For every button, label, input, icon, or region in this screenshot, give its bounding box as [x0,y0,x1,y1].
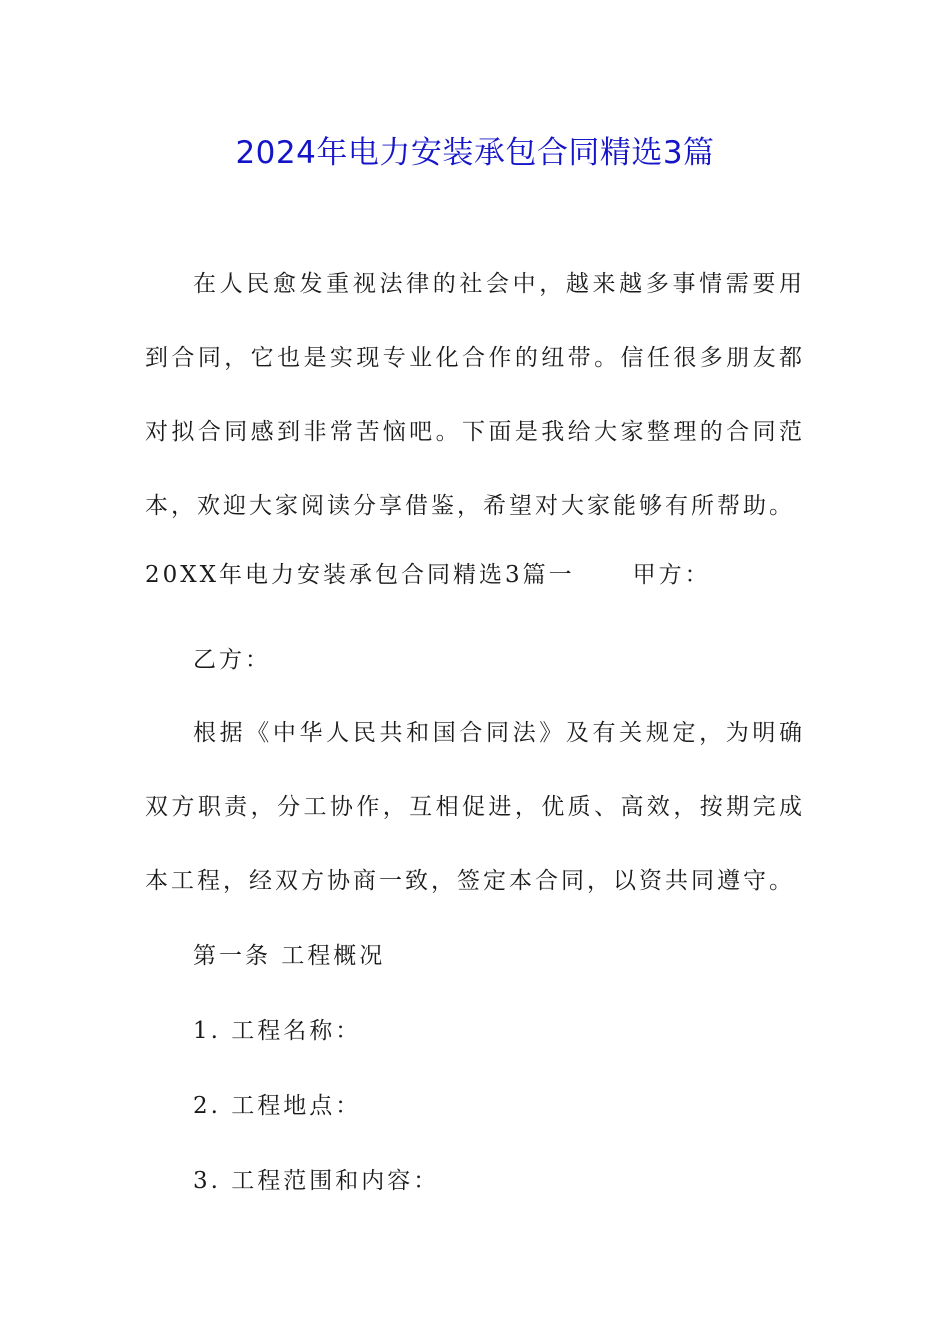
article-1-heading: 第一条 工程概况 [193,943,386,969]
intro-paragraph: 在人民愈发重视法律的社会中，越来越多事情需要用到合同，它也是实现专业化合作的纽带。信任很多朋友都对拟合同感到非常苦恼吧。下面是我给大家整理的合同范本，欢迎大家阅读分享借鉴，希望对大家能够有所帮助。 [145,271,805,519]
section-heading: 20XX年电力安装承包合同精选3篇一 [145,562,575,588]
list-item: 2. 工程地点： [193,1093,362,1119]
section-heading-line [145,555,711,595]
list-item: 1. 工程名称： [193,1018,362,1044]
party-b-label: 乙方： [193,647,271,673]
list-item: 3. 工程范围和内容： [193,1168,440,1194]
basis-paragraph: 根据《中华人民共和国合同法》及有关规定，为明确双方职责，分工协作，互相促进，优质、高效，按期完成本工程，经双方协商一致，签定本合同，以资共同遵守。 [145,720,805,894]
document-title: 2024年电力安装承包合同精选3篇 [235,135,715,171]
party-a-label: 甲方： [632,562,711,588]
